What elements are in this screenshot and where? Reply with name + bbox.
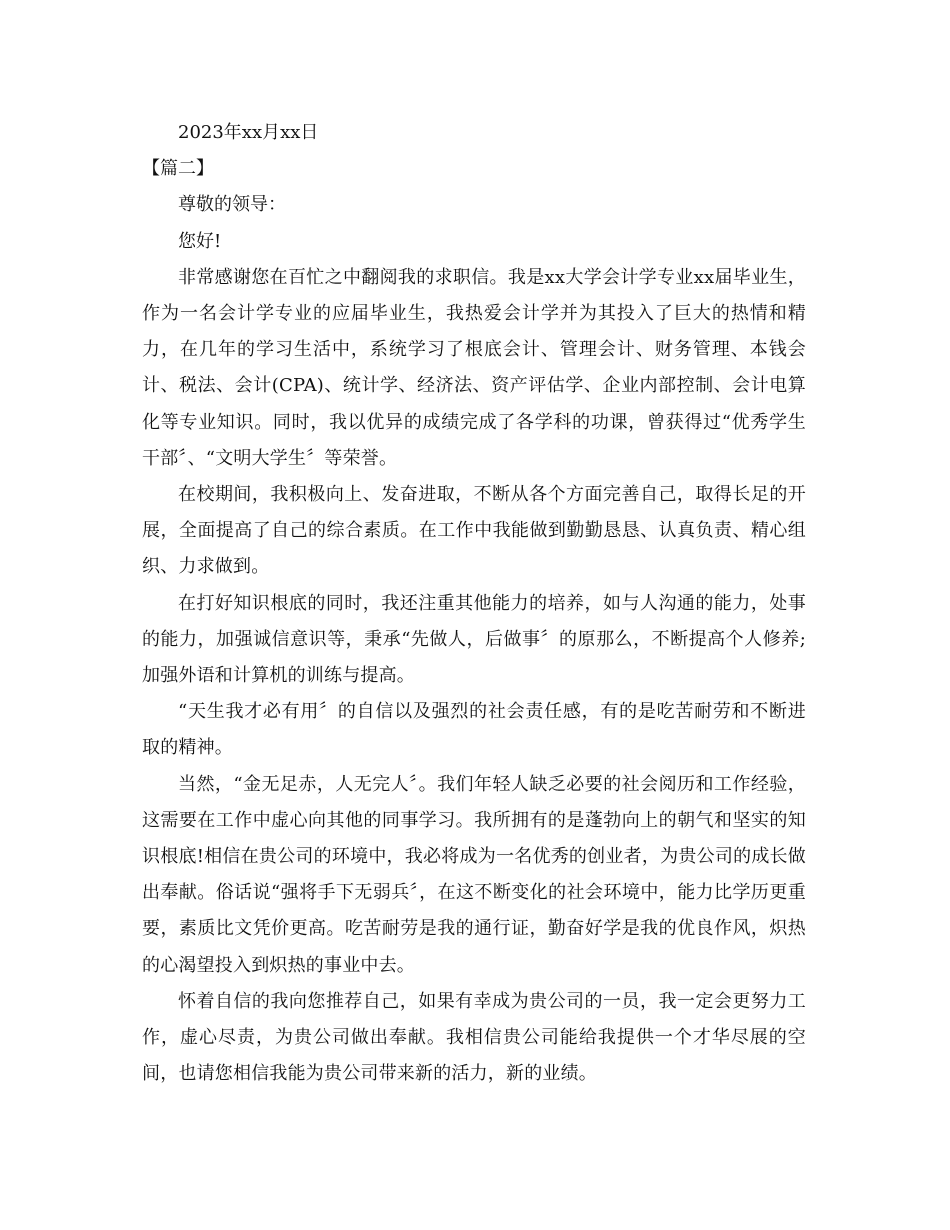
paragraph-school: 在校期间，我积极向上、发奋进取，不断从各个方面完善自己，取得长足的开展，全面提高了自己的综合素质。在工作中我能做到勤勤恳恳、认真负责、精心组织、力求做到。 [142, 484, 806, 578]
section-title: 【篇二】 [142, 158, 214, 180]
salutation: 尊敬的领导： [178, 194, 286, 216]
paragraph-confidence: “天生我才必有用〞的自信以及强烈的社会责任感，有的是吃苦耐劳和不断进取的精神。 [142, 701, 806, 759]
paragraph-closing: 怀着自信的我向您推荐自己，如果有幸成为贵公司的一员，我一定会更努力工作，虚心尽责，为贵公司做出奉献。我相信贵公司能给我提供一个才华尽展的空间，也请您相信我能为贵公司带来新的活力，新的业绩。 [142, 990, 806, 1085]
letter-date: 2023年xx月xx日 [178, 122, 319, 143]
paragraph-intro: 非常感谢您在百忙之中翻阅我的求职信。我是xx大学会计学专业xx届毕业生，作为一名会计学专业的应届毕业生，我热爱会计学并为其投入了巨大的热情和精力，在几年的学习生活中，系统学习了根底会计、管理会计、财务管理、本钱会计、税法、会计(CPA)、统计学、经济法、资产评估学、企业内部控制、会计电算化等专业知识。同时，我以优异的成绩完成了各学科的功课，曾获得过“优秀学生干部〞、“文明大学生〞等荣誉。 [142, 266, 806, 469]
paragraph-abilities: 在打好知识根底的同时，我还注重其他能力的培养，如与人沟通的能力，处事的能力，加强诚信意识等，秉承“先做人，后做事〞的原那么，不断提高个人修养;加强外语和计算机的训练与提高。 [142, 592, 806, 687]
paragraph-humility: 当然，“金无足赤，人无完人〞。我们年轻人缺乏必要的社会阅历和工作经验，这需要在工作中虚心向其他的同事学习。我所拥有的是蓬勃向上的朝气和坚实的知识根底!相信在贵公司的环境中，我必将成为一名优秀的创业者，为贵公司的成长做出奉献。俗话说“强将手下无弱兵〞，在这不断变化的社会环境中，能力比学历更重要，素质比文凭价更高。吃苦耐劳是我的通行证，勤奋好学是我的优良作风，炽热的心渴望投入到炽热的事业中去。 [142, 773, 806, 976]
greeting: 您好! [178, 230, 222, 252]
letter-body [142, 115, 806, 1092]
